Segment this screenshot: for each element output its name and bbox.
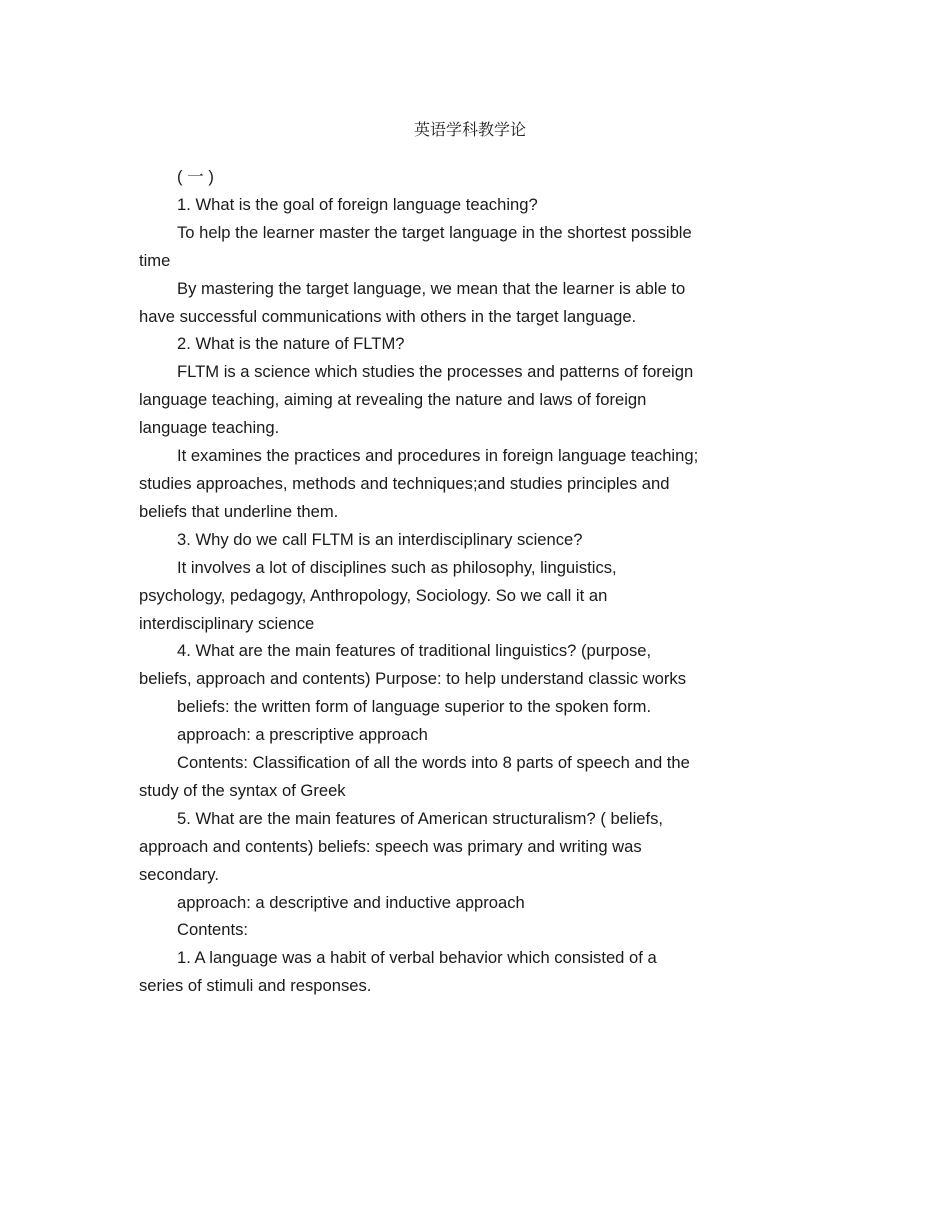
question-2: 2. What is the nature of FLTM? [177, 334, 405, 354]
answer-2-explanation: It examines the practices and procedures in foreign language teaching; studies approaches, methods and techniques;and studies principles and beliefs that underline them. [139, 446, 699, 521]
answer-3-paragraph: It involves a lot of disciplines such as philosophy, linguistics, psychology, pedagogy, Anthropology, Sociology. So we call it an interdisciplinary science [139, 557, 617, 633]
question-1: 1. What is the goal of foreign language teaching? [177, 194, 538, 214]
question-3: 3. Why do we call FLTM is an interdisciplinary science? [177, 529, 583, 549]
answer-1-paragraph: To help the learner master the target language in the shortest possible time [139, 222, 692, 270]
section-marker: ( 一 ) [177, 167, 214, 186]
answer-5-contents-item-1: 1. A language was a habit of verbal behavior which consisted of a series of stimuli and responses. [139, 948, 657, 996]
answer-5-approach: approach: a descriptive and inductive approach [177, 892, 525, 912]
answer-1-explanation: By mastering the target language, we mean that the learner is able to have successful communications with others in the target language. [139, 278, 686, 326]
answer-4-approach: approach: a prescriptive approach [177, 725, 428, 745]
question-4: 4. What are the main features of traditional linguistics? (purpose, beliefs, approach and contents) Purpose: to help understand classic works [139, 641, 686, 689]
document-body [139, 163, 704, 1000]
answer-5-contents-heading: Contents: [177, 920, 249, 940]
question-5: 5. What are the main features of American structuralism? ( beliefs, approach and contents) beliefs: speech was primary and writing was secondary. [139, 808, 664, 884]
answer-4-beliefs: beliefs: the written form of language superior to the spoken form. [177, 697, 652, 717]
answer-4-contents: Contents: Classification of all the words into 8 parts of speech and the study of the syntax of Greek [139, 753, 690, 800]
page-title: 英语学科教学论 [413, 120, 526, 139]
answer-2-paragraph: FLTM is a science which studies the processes and patterns of foreign language teaching, aiming at revealing the nature and laws of foreign language teaching. [139, 362, 694, 438]
